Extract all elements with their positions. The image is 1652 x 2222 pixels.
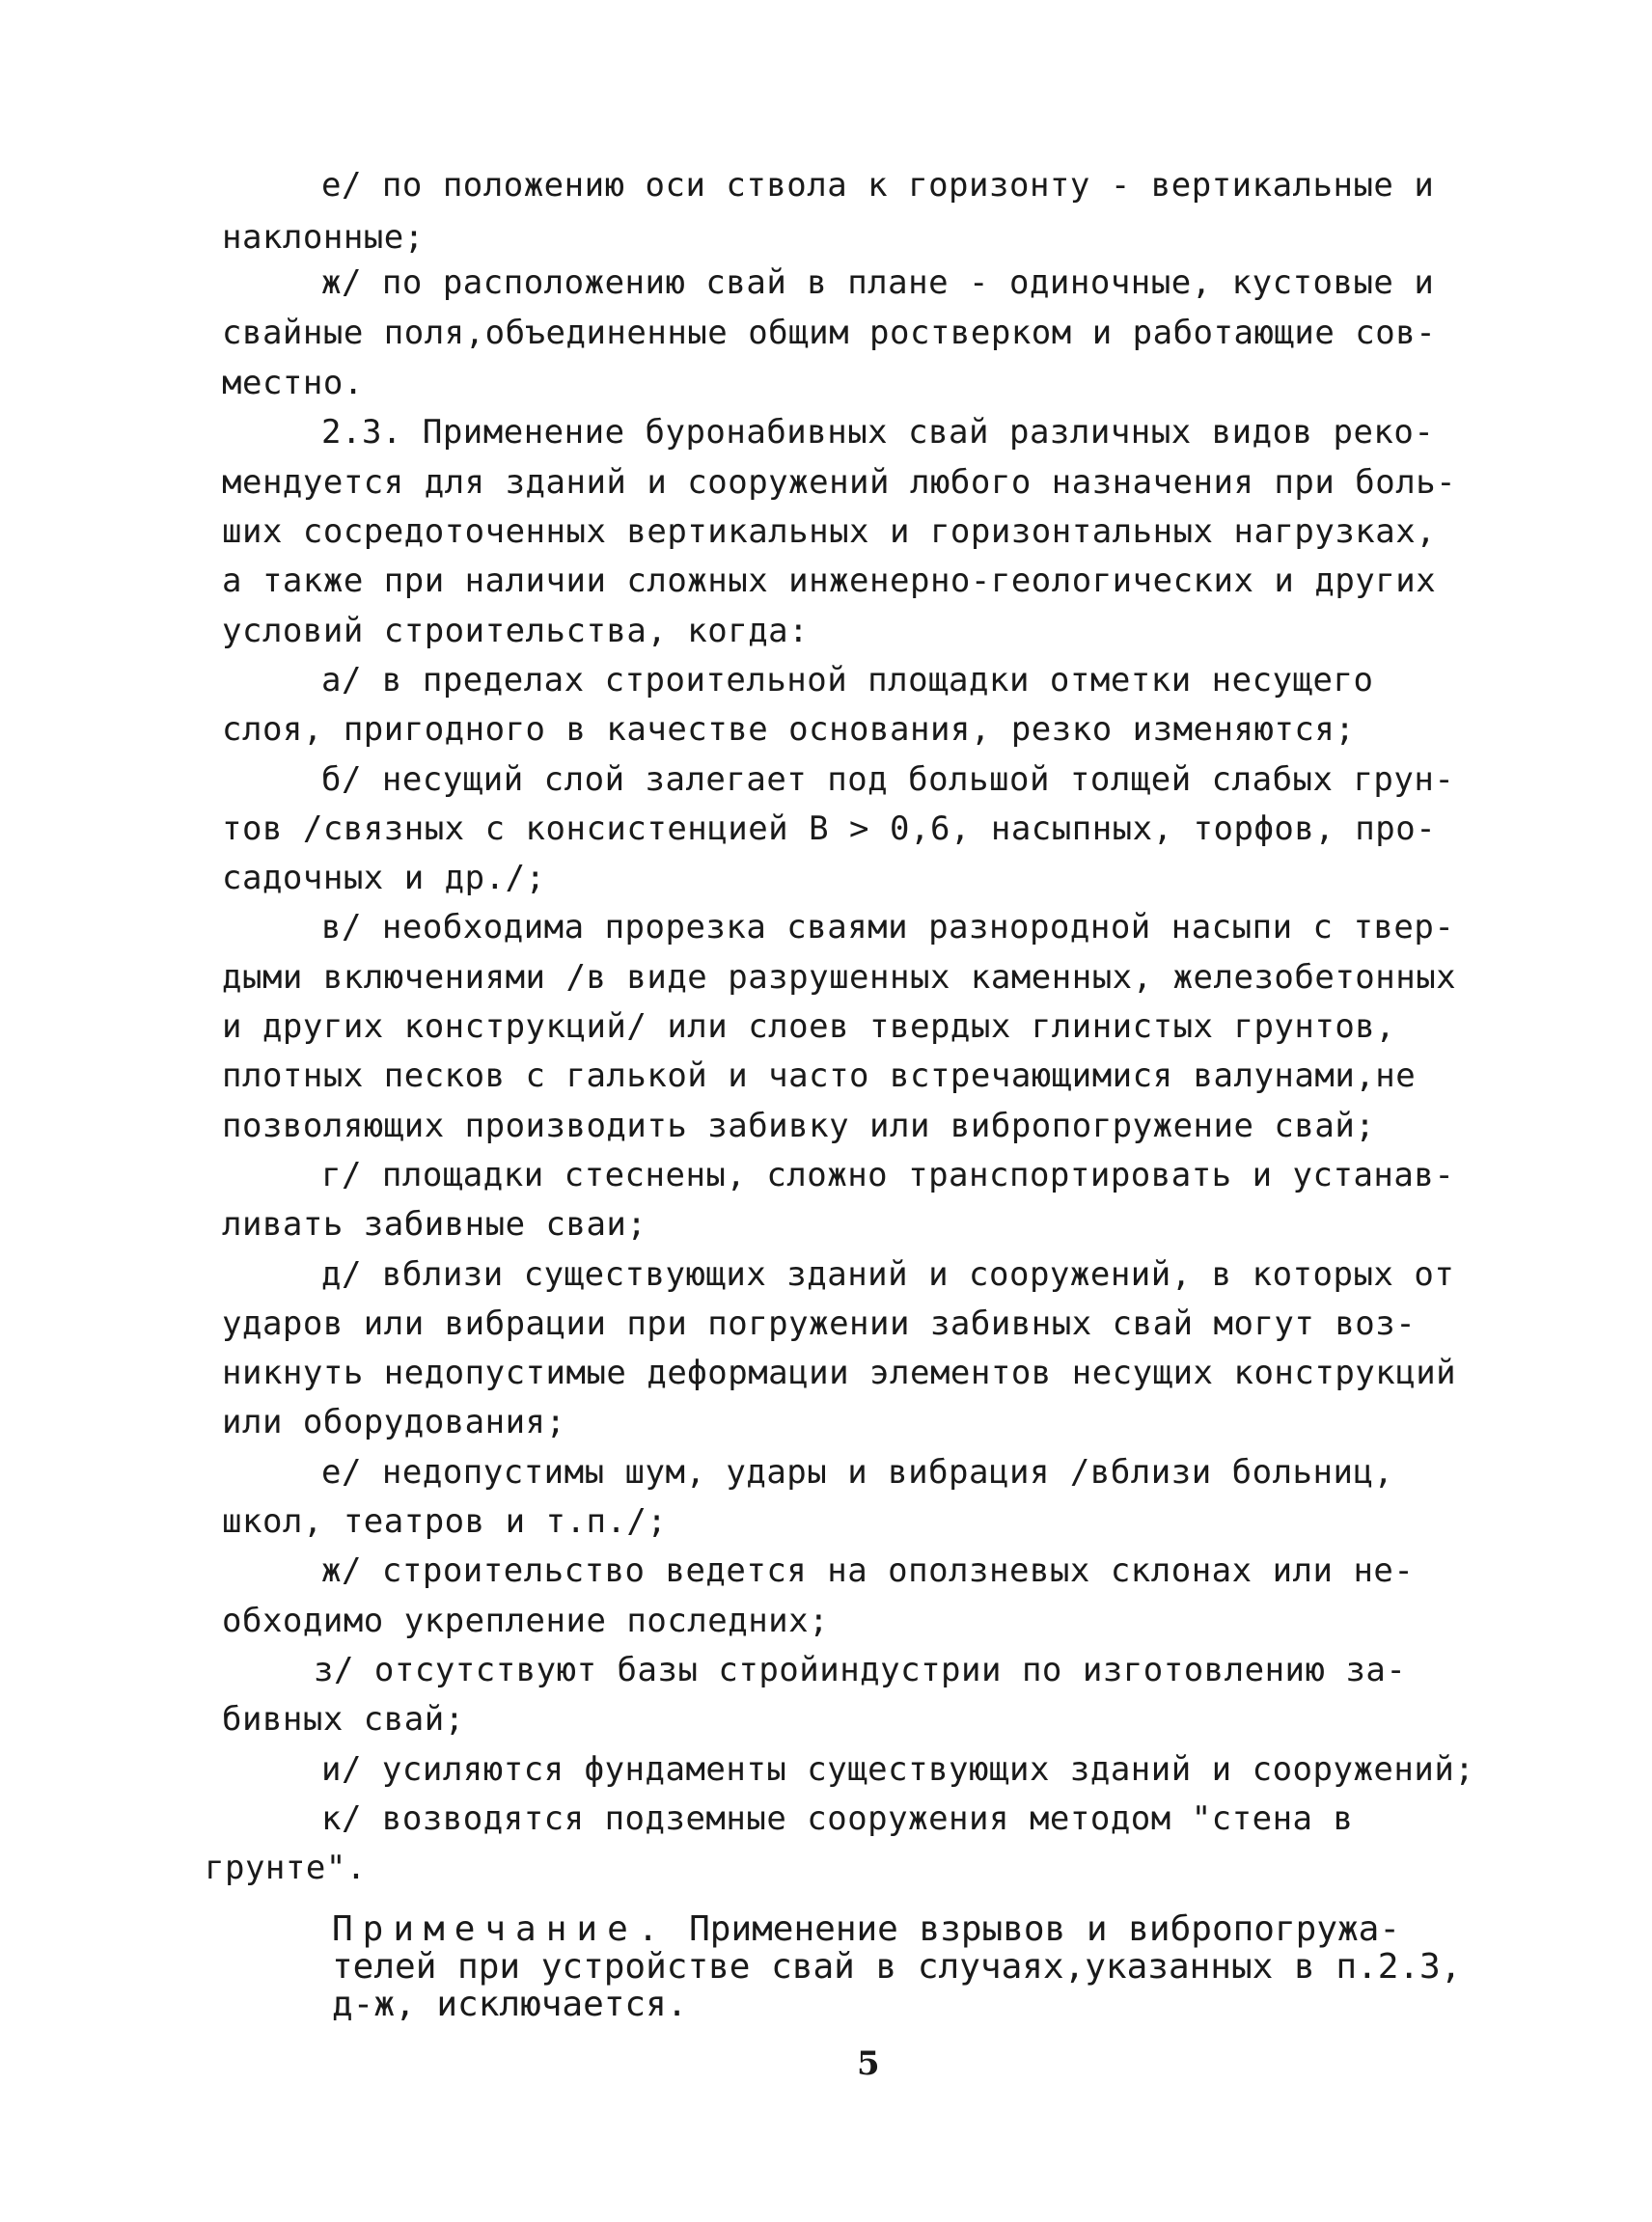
text-line: ж/ по расположению свай в плане - одиночные, кустовые и [321, 263, 1435, 302]
section-heading-line: 2.3. Применение буронабивных свай различных видов реко- [321, 413, 1435, 452]
text-line: плотных песков с галькой и часто встречающимися валунами,не [222, 1056, 1417, 1095]
text-line: наклонные; [222, 218, 425, 257]
text-line: г/ площадки стеснены, сложно транспортировать и устанав- [321, 1156, 1455, 1194]
note-line [332, 1910, 1400, 1949]
text-line: е/ по положению оси ствола к горизонту - вертикальные и [321, 166, 1435, 205]
note-text: Применение взрывов и вибропогружа- [689, 1909, 1401, 1949]
text-line: к/ возводятся подземные сооружения методом "стена в [321, 1799, 1354, 1838]
text-line: обходимо укрепление последних; [222, 1602, 830, 1640]
text-line: позволяющих производить забивку или вибропогружение свай; [222, 1107, 1376, 1145]
text-line: или оборудования; [222, 1403, 566, 1441]
page-number: 5 [857, 2044, 880, 2083]
text-line: и/ усиляются фундаменты существующих зданий и сооружений; [321, 1750, 1475, 1789]
text-line: условий строительства, когда: [222, 612, 810, 650]
text-line: а также при наличии сложных инженерно-геологических и других [222, 562, 1437, 600]
text-line: мендуется для зданий и сооружений любого назначения при боль- [222, 463, 1457, 502]
note-label: Примечание. [332, 1909, 669, 1949]
text-line: грунте". [205, 1849, 367, 1887]
text-line: д/ вблизи существующих зданий и сооружений, в которых от [321, 1255, 1455, 1294]
note-line: телей при устройстве свай в случаях,указанных в п.2.3, [332, 1947, 1462, 1987]
text-line: свайные поля,объединенные общим ростверком и работающие сов- [222, 314, 1437, 352]
text-line: ших сосредоточенных вертикальных и горизонтальных нагрузках, [222, 512, 1437, 551]
text-line: слоя, пригодного в качестве основания, резко изменяются; [222, 710, 1356, 749]
text-line: местно. [222, 364, 364, 402]
text-line: ж/ строительство ведется на оползневых склонах или не- [321, 1551, 1415, 1590]
text-line: ударов или вибрации при погружении забивных свай могут воз- [222, 1304, 1417, 1343]
text-line: е/ недопустимы шум, удары и вибрация /вблизи больниц, [321, 1453, 1394, 1492]
text-line: ливать забивные сваи; [222, 1205, 647, 1244]
text-line: тов /связных с консистенцией В > 0,6, насыпных, торфов, про- [222, 809, 1437, 848]
text-line: бивных свай; [222, 1700, 465, 1739]
text-line: в/ необходима прорезка сваями разнородной насыпи с твер- [321, 908, 1455, 946]
text-line: садочных и др./; [222, 859, 546, 897]
text-line: з/ отсутствуют базы стройиндустрии по изготовлению за- [314, 1651, 1407, 1689]
text-line: никнуть недопустимые деформации элементов несущих конструкций [222, 1354, 1457, 1392]
text-line: школ, театров и т.п./; [222, 1502, 668, 1541]
text-line: дыми включениями /в виде разрушенных каменных, железобетонных [222, 958, 1457, 997]
text-line: и других конструкций/ или слоев твердых глинистых грунтов, [222, 1007, 1396, 1046]
text-line: а/ в пределах строительной площадки отметки несущего [321, 661, 1374, 700]
text-line: б/ несущий слой залегает под большой толщей слабых грун- [321, 760, 1455, 799]
note-line: д-ж, исключается. [332, 1985, 688, 2024]
